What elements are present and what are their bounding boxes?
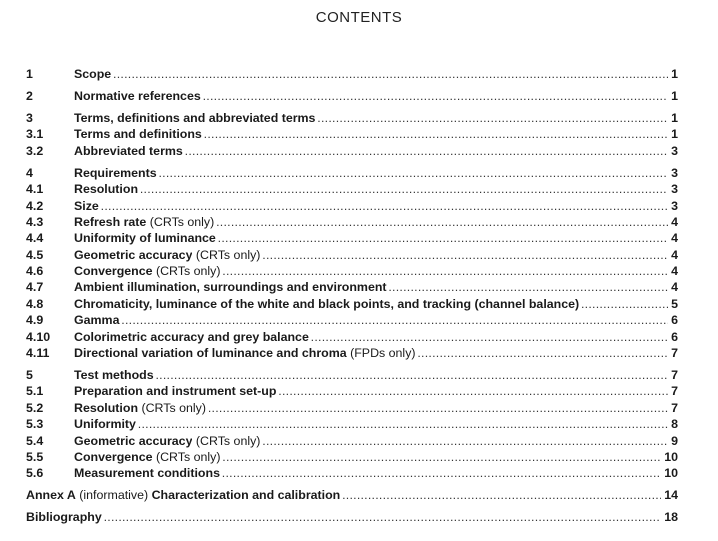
- toc-page: 1: [668, 126, 678, 142]
- bibliography-title: Bibliography: [26, 510, 102, 525]
- toc-number: 5: [26, 368, 33, 383]
- toc-title: Refresh rate: [74, 214, 147, 229]
- toc-entry-4-7[interactable]: [26, 279, 678, 295]
- page-title: CONTENTS: [315, 9, 403, 26]
- toc-entry-4-2[interactable]: [26, 198, 678, 214]
- toc-page: 9: [668, 433, 678, 449]
- toc-title: Requirements: [74, 165, 157, 180]
- toc-title: Terms, definitions and abbreviated terms: [74, 110, 316, 125]
- toc-page: 7: [668, 383, 678, 399]
- toc-page: 1: [668, 110, 678, 126]
- toc-number: 4: [26, 165, 33, 180]
- toc-note: (CRTs only): [155, 264, 221, 279]
- toc-entry-3-2[interactable]: [26, 143, 678, 159]
- toc-entry-4-3[interactable]: [26, 214, 678, 230]
- toc-page: 7: [668, 345, 678, 361]
- toc-page: 4: [668, 279, 678, 295]
- toc-number: 5.2: [26, 400, 44, 415]
- toc-number: 4.1: [26, 182, 44, 197]
- toc-note: (CRTs only): [141, 400, 206, 415]
- toc-page: 14: [661, 487, 678, 503]
- toc-number: 4.2: [26, 198, 44, 213]
- toc-entry-annex-a[interactable]: [26, 487, 678, 503]
- toc-page: 1: [668, 66, 678, 82]
- toc-title: Abbreviated terms: [74, 143, 183, 158]
- toc-page: 10: [661, 449, 678, 465]
- toc-entry-1[interactable]: [26, 66, 678, 82]
- toc-page: 7: [668, 400, 678, 416]
- toc-number: 3: [26, 110, 33, 125]
- toc-entry-5[interactable]: [26, 367, 678, 383]
- toc-entry-4-9[interactable]: [26, 312, 678, 328]
- toc-number: 4.8: [26, 296, 44, 311]
- toc-page: 3: [668, 181, 678, 197]
- toc-note: (CRTs only): [195, 247, 261, 262]
- toc-number: 5.1: [26, 384, 44, 399]
- toc-page: 4: [668, 263, 678, 279]
- toc-number: 4.11: [26, 346, 50, 361]
- toc-page: 3: [668, 198, 678, 214]
- toc-number: 1: [26, 67, 33, 81]
- toc-entry-4-4[interactable]: [26, 230, 678, 246]
- toc-number: 5.6: [26, 466, 44, 481]
- toc-entry-4[interactable]: [26, 165, 678, 181]
- toc-entry-4-1[interactable]: [26, 181, 678, 197]
- toc-entry-4-6[interactable]: [26, 263, 678, 279]
- toc-note: (CRTs only): [149, 214, 215, 229]
- toc-note: (CRTs only): [155, 449, 221, 464]
- annex-label: Annex A: [26, 488, 76, 503]
- toc-title: Test methods: [74, 368, 154, 383]
- toc-number: 5.4: [26, 433, 44, 448]
- toc-title: Gamma: [74, 313, 120, 328]
- toc-note: (CRTs only): [195, 433, 261, 448]
- toc-entry-3-1[interactable]: [26, 126, 678, 142]
- toc-title: Convergence: [74, 449, 153, 464]
- toc-page: 6: [668, 312, 678, 328]
- toc-page: 10: [661, 465, 678, 481]
- toc-entry-5-6[interactable]: [26, 465, 678, 481]
- toc-title: Uniformity of luminance: [74, 231, 216, 246]
- toc-title: Scope: [74, 67, 112, 81]
- toc-number: 5.5: [26, 449, 44, 464]
- toc-page: 4: [668, 247, 678, 263]
- toc-page: 1: [668, 88, 678, 104]
- toc-page: 8: [668, 416, 678, 432]
- toc-entry-bibliography[interactable]: [26, 509, 678, 525]
- toc-entry-5-5[interactable]: [26, 449, 678, 465]
- toc-entry-5-3[interactable]: [26, 416, 678, 432]
- toc-entry-4-10[interactable]: [26, 329, 678, 345]
- toc-number: 5.3: [26, 417, 44, 432]
- toc-title: Resolution: [74, 400, 139, 415]
- toc-entry-5-1[interactable]: [26, 383, 678, 399]
- toc-entry-4-8[interactable]: [26, 296, 678, 312]
- toc-title: Geometric accuracy: [74, 247, 193, 262]
- toc-page: 4: [668, 214, 678, 230]
- toc-number: 4.9: [26, 313, 44, 328]
- toc-title: Size: [74, 198, 99, 213]
- annex-title: Characterization and calibration: [151, 488, 341, 503]
- toc-page: 6: [668, 329, 678, 345]
- toc-page: 4: [668, 230, 678, 246]
- toc-title: Convergence: [74, 264, 153, 279]
- toc-page: 18: [661, 509, 678, 525]
- toc-page: 3: [668, 143, 678, 159]
- toc-number: 2: [26, 88, 33, 103]
- annex-note: (informative): [79, 488, 149, 503]
- toc-number: 4.3: [26, 214, 44, 229]
- toc-title: Ambient illumination, surroundings and environment: [74, 280, 387, 295]
- toc-title: Normative references: [74, 88, 201, 103]
- toc-title: Directional variation of luminance and chroma: [74, 346, 347, 361]
- toc-title: Measurement conditions: [74, 466, 220, 481]
- toc-page: 7: [668, 367, 678, 383]
- toc-title: Geometric accuracy: [74, 433, 193, 448]
- toc-page: 5: [668, 296, 678, 312]
- toc-entry-5-4[interactable]: [26, 433, 678, 449]
- toc-entry-2[interactable]: [26, 88, 678, 104]
- toc-page: 3: [668, 165, 678, 181]
- toc-number: 3.1: [26, 127, 44, 142]
- toc-number: 4.4: [26, 231, 44, 246]
- toc-entry-5-2[interactable]: [26, 400, 678, 416]
- toc-number: 3.2: [26, 143, 44, 158]
- toc-title: Preparation and instrument set-up: [74, 384, 277, 399]
- toc-title: Resolution: [74, 182, 139, 197]
- toc-number: 4.7: [26, 280, 44, 295]
- toc-title: Colorimetric accuracy and grey balance: [74, 329, 309, 344]
- toc-entry-4-5[interactable]: [26, 247, 678, 263]
- toc-title: Uniformity: [74, 417, 136, 432]
- toc-number: 4.5: [26, 247, 44, 262]
- toc-entry-4-11[interactable]: [26, 345, 678, 361]
- table-of-contents: [26, 66, 678, 526]
- toc-title: Terms and definitions: [74, 127, 202, 142]
- toc-number: 4.10: [26, 329, 51, 344]
- toc-entry-3[interactable]: [26, 110, 678, 126]
- toc-note: (FPDs only): [350, 346, 416, 361]
- toc-number: 4.6: [26, 264, 44, 279]
- toc-title: Chromaticity, luminance of the white and black points, and tracking (channel balance): [74, 296, 580, 311]
